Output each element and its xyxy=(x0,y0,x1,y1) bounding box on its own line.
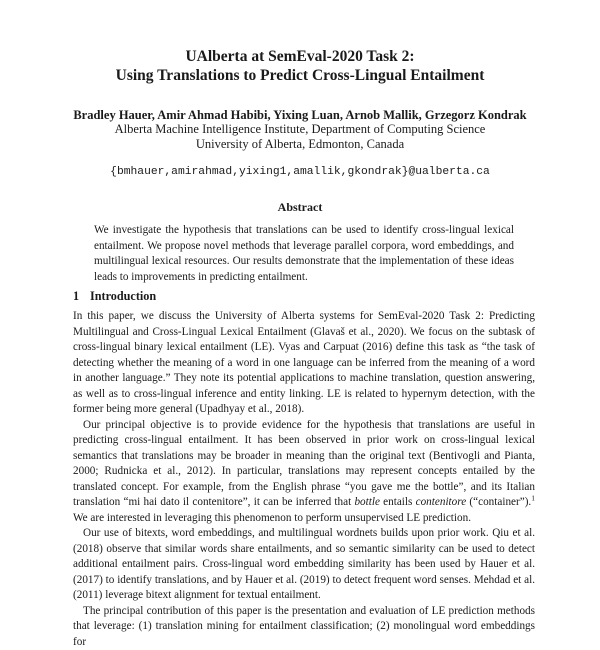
author-list: Bradley Hauer, Amir Ahmad Habibi, Yixing Luan, Arnob Mallik, Grzegorz Kondrak xyxy=(0,108,600,123)
paragraph-2-end: We are interested in leveraging this phenomenon to perform unsupervised LE prediction. xyxy=(73,512,471,524)
section-title: Introduction xyxy=(90,289,156,303)
section-heading-introduction xyxy=(73,289,156,304)
introduction-body xyxy=(73,309,535,650)
gloss-container: (“container”). xyxy=(466,496,531,508)
paragraph-2 xyxy=(73,418,535,527)
section-number: 1 xyxy=(73,289,90,304)
paper-title-line-1: UAlberta at SemEval-2020 Task 2: xyxy=(0,48,600,66)
paragraph-3: Our use of bitexts, word embeddings, and multilingual wordnets builds upon prior work. Qiu et al. (2018) observe that similar words share entailments, and so semantic similarity can be used to detect additional entailment pairs. Cross-lingual word embedding similarity has been used by Hauer et al. (2017) to identify translations, and by Hauer et al. (2019) to detect frequent word senses. Mehdad et al. (2011) leverage bitext alignment for textual entailment. xyxy=(73,526,535,604)
paragraph-1: In this paper, we discuss the University of Alberta systems for SemEval-2020 Task 2: Predicting Multilingual and Cross-Lingual Lexical Entailment (Glavaš et al., 2020). We focus on the subtask of cross-lingual binary lexical entailment (LE). Vyas and Carpuat (2016) define this task as “the task of detecting whether the meaning of a word in one language can be inferred from the meaning of a word in another language.” They note its potential applications to machine translation, question answering, as well as to cross-lingual inference and entity linking. LE is related to hypernym detection, with the former being more general (Upadhyay et al., 2018). xyxy=(73,309,535,418)
word-entails: entails xyxy=(380,496,416,508)
paper-title-line-2: Using Translations to Predict Cross-Lingual Entailment xyxy=(0,67,600,85)
footnote-marker[interactable]: 1 xyxy=(531,493,535,502)
abstract-text: We investigate the hypothesis that translations can be used to identify cross-lingual lexical entailment. We propose novel methods that leverage parallel corpora, word embeddings, and multilingual lexical resources. Our results demonstrate that the implementation of these ideas leads to improvements in predicting entailment. xyxy=(94,223,514,285)
author-emails: {bmhauer,amirahmad,yixing1,amallik,gkondrak}@ualberta.ca xyxy=(0,166,600,178)
affiliation-line-2: University of Alberta, Edmonton, Canada xyxy=(0,137,600,152)
abstract-heading: Abstract xyxy=(0,200,600,215)
term-contenitore: contenitore xyxy=(416,496,467,508)
affiliation-line-1: Alberta Machine Intelligence Institute, Department of Computing Science xyxy=(0,122,600,137)
paragraph-2-text: Our principal objective is to provide evidence for the hypothesis that translations are useful in predicting cross-lingual entailment. It has been observed in prior work on cross-lingual lexical semantics that translations may be broader in meaning than the original text (Bentivogli and Pianta, 2000; Rudnicka et al., 2012). In particular, translations may represent concepts entailed by the translated concept. For example, from the English phrase “you gave me the bottle”, and its Italian translation “mi hai dato il contenitore”, it can be inferred that xyxy=(73,419,535,509)
term-bottle: bottle xyxy=(354,496,379,508)
paragraph-4: The principal contribution of this paper is the presentation and evaluation of LE prediction methods that leverage: (1) translation mining for entailment classification; (2) monolingual word embeddings for xyxy=(73,604,535,650)
